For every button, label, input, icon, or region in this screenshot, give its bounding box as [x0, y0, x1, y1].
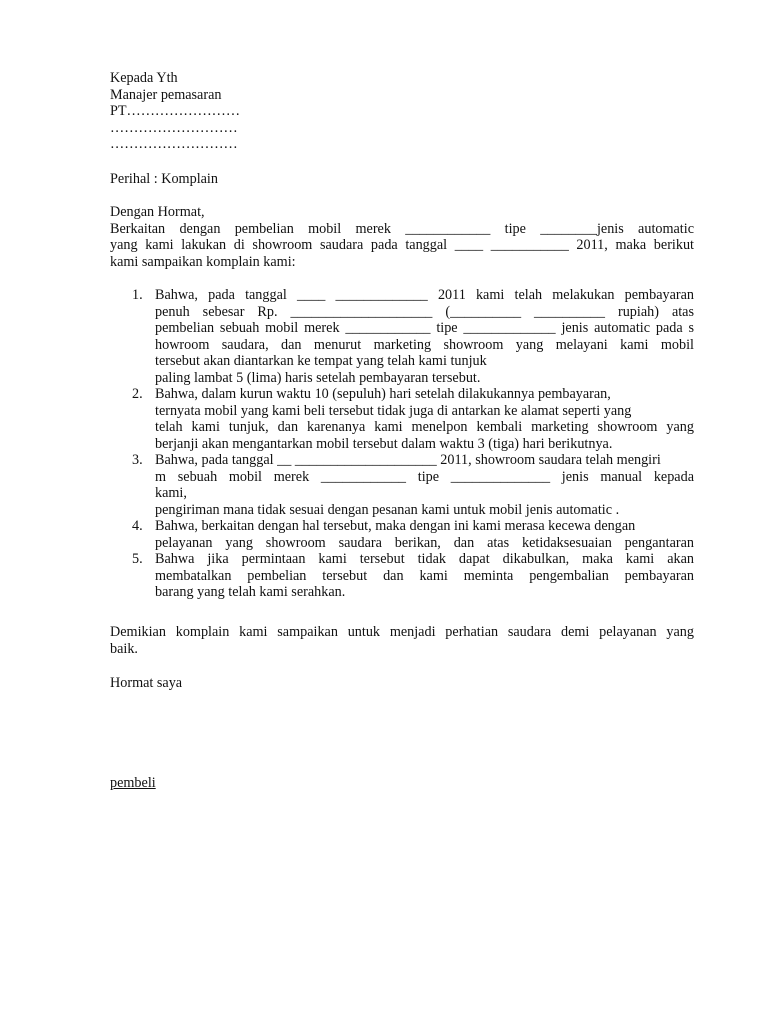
item-line: berjanji akan mengantarkan mobil tersebut dalam waktu 3 (tiga) hari berikutnya.: [155, 435, 613, 452]
item-number: 5.: [132, 551, 143, 567]
item-line: pelayanan yang showroom saudara berikan, dan atas ketidaksesuaian pengantaran: [155, 534, 694, 551]
item-number: 4.: [132, 518, 143, 534]
item-line: Bahwa, pada tanggal __ ____________________ 2011, showroom saudara telah mengiri: [155, 452, 661, 468]
item-number: 2.: [132, 386, 143, 402]
recipient-block: [110, 70, 694, 153]
item-line: howroom saudara, dan menurut marketing showroom yang melayani kami mobil: [155, 336, 694, 353]
closing-block: [110, 624, 694, 657]
list-item: [110, 518, 694, 551]
item-line: m sebuah mobil merek ____________ tipe ______________ jenis manual kepada: [155, 468, 694, 485]
closing-line: Demikian komplain kami sampaikan untuk menjadi perhatian saudara demi pelayanan yang: [110, 624, 694, 640]
list-item: [110, 551, 694, 601]
item-line: kami,: [155, 485, 187, 501]
item-line: penuh sebesar Rp. ____________________ (__________ __________ rupiah) atas: [155, 303, 694, 320]
item-number: 3.: [132, 452, 143, 468]
item-line: ternyata mobil yang kami beli tersebut tidak juga di antarkan ke alamat seperti yang: [155, 402, 632, 419]
complaint-list: [110, 287, 694, 601]
recipient-line: Kepada Yth: [110, 70, 178, 86]
recipient-line: ………………………: [110, 119, 238, 136]
sign-off: [110, 675, 694, 692]
sign-off-text: Hormat saya: [110, 675, 183, 691]
closing-line: baik.: [110, 640, 138, 657]
item-line: pembelian sebuah mobil merek ____________ tipe _____________ jenis automatic pada s: [155, 320, 694, 336]
item-line: Bahwa, pada tanggal ____ _____________ 2011 kami telah melakukan pembayaran: [155, 287, 694, 303]
item-line: tersebut akan diantarkan ke tempat yang telah kami tunjuk: [155, 353, 487, 369]
intro-line: yang kami lakukan di showroom saudara pada tanggal ____ ___________ 2011, maka berikut: [110, 237, 694, 253]
salutation: Dengan Hormat,: [110, 204, 205, 220]
item-line: barang yang telah kami serahkan.: [155, 584, 346, 600]
intro-line: kami sampaikan komplain kami:: [110, 253, 296, 270]
subject-line: [110, 171, 694, 188]
item-line: paling lambat 5 (lima) haris setelah pembayaran tersebut.: [155, 369, 481, 386]
item-line: pengiriman mana tidak sesuai dengan pesanan kami untuk mobil jenis automatic .: [155, 501, 620, 518]
item-number: 1.: [132, 287, 143, 303]
recipient-line: Manajer pemasaran: [110, 86, 222, 103]
intro-block: [110, 204, 694, 270]
item-line: Bahwa, dalam kurun waktu 10 (sepuluh) hari setelah dilakukannya pembayaran,: [155, 386, 611, 402]
item-line: membatalkan pembelian tersebut dan kami meminta pengembalian pembayaran: [155, 567, 694, 584]
item-line: Bahwa jika permintaan kami tersebut tidak dapat dikabulkan, maka kami akan: [155, 551, 694, 567]
item-line: Bahwa, berkaitan dengan hal tersebut, maka dengan ini kami merasa kecewa dengan: [155, 518, 636, 534]
signature-block: [110, 775, 694, 792]
recipient-line: ………………………: [110, 136, 238, 152]
recipient-line: PT……………………: [110, 103, 241, 119]
intro-line: Berkaitan dengan pembelian mobil merek ____________ tipe ________jenis automatic: [110, 220, 694, 237]
list-item: [110, 386, 694, 452]
list-item: [110, 287, 694, 386]
signature-name: pembeli: [110, 775, 156, 791]
list-item: [110, 452, 694, 518]
item-line: telah kami tunjuk, dan karenanya kami menelpon kembali marketing showroom yang: [155, 419, 694, 435]
subject-text: Perihal : Komplain: [110, 171, 218, 187]
